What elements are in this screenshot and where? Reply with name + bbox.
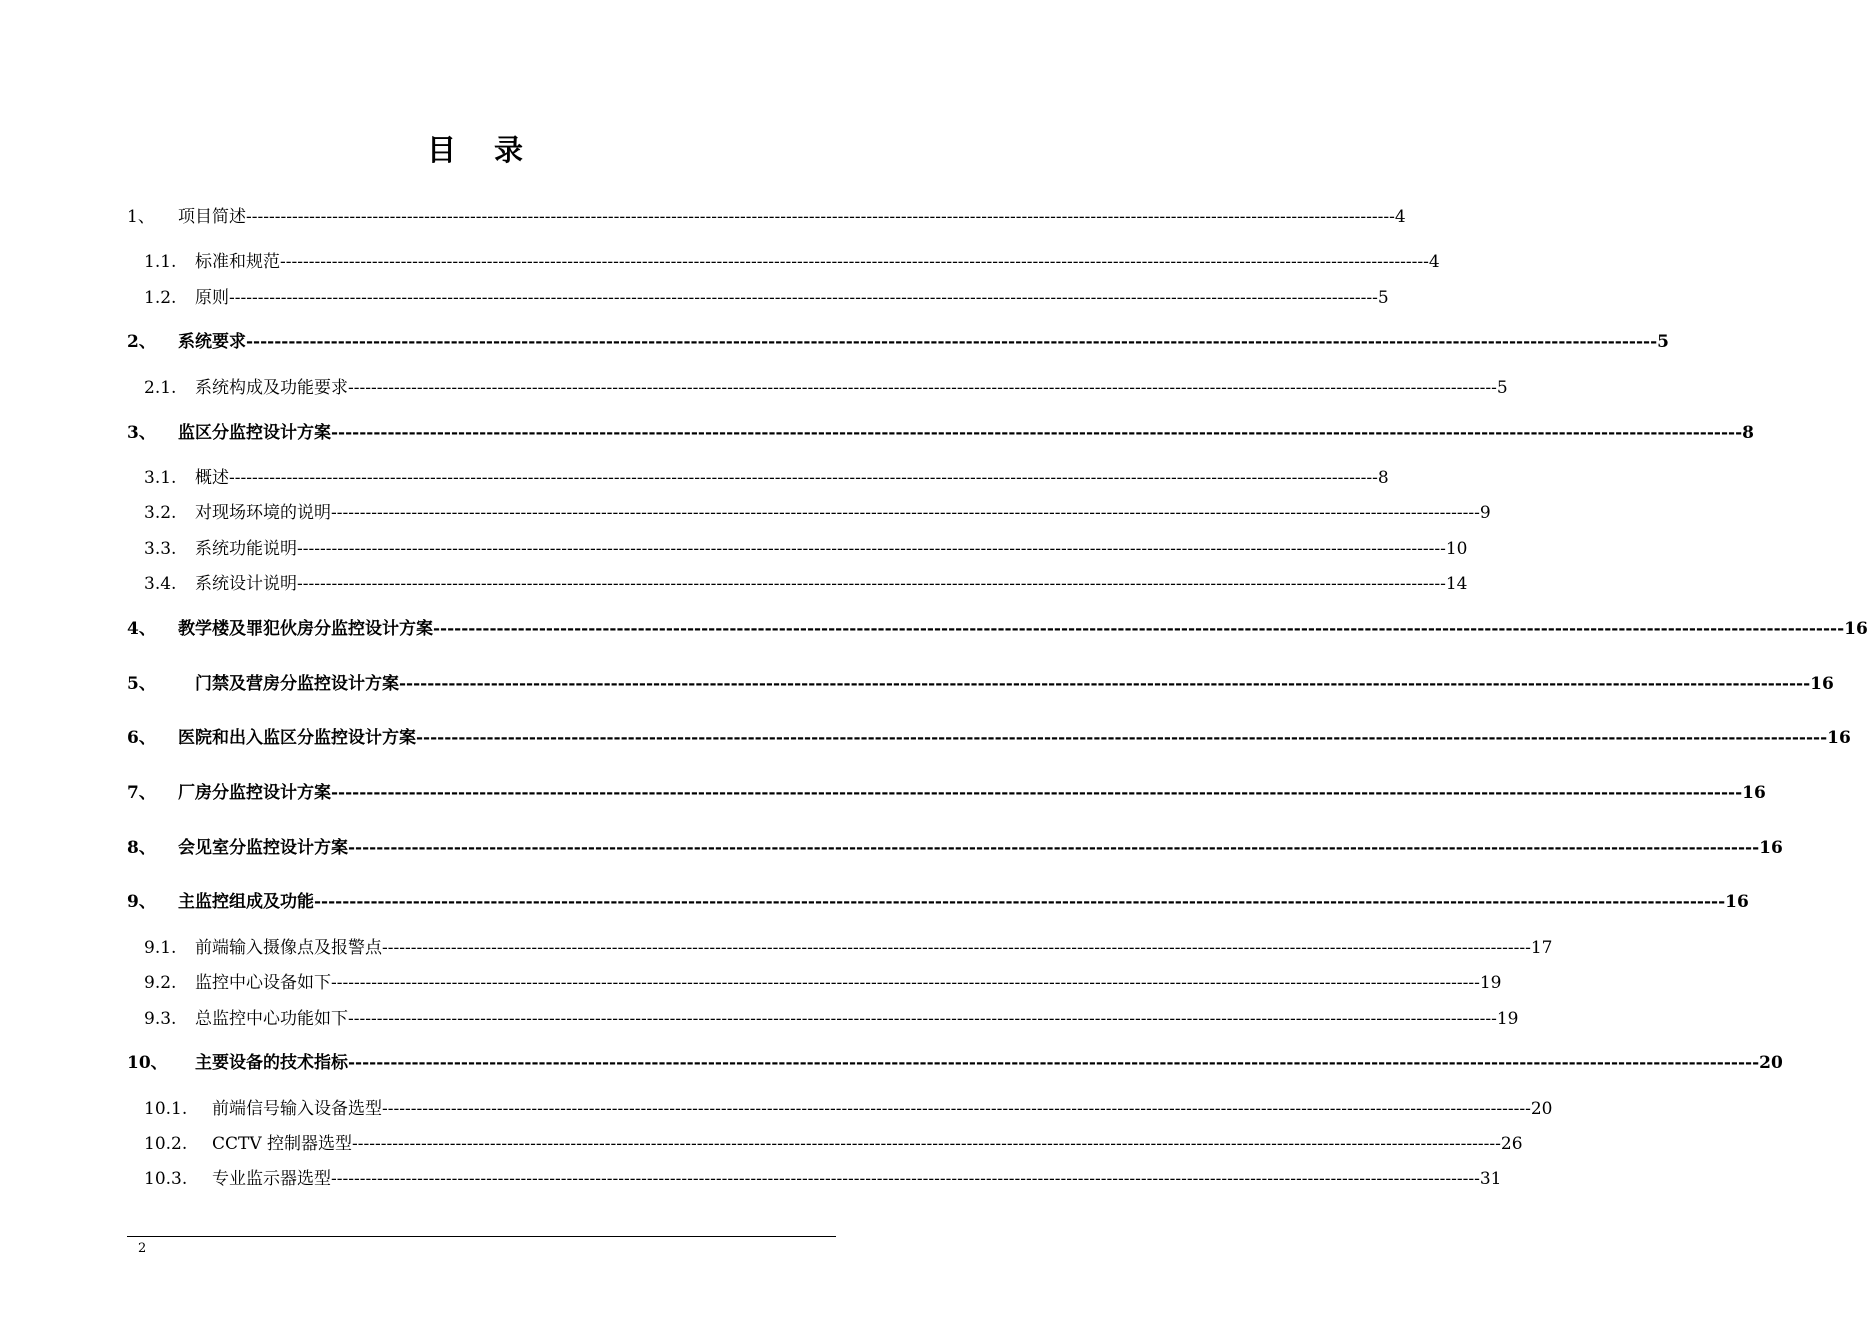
toc-leader: -------------------------------------------------------------------------------------------------------------------------------------------------------------------------------------------------------- xyxy=(280,252,1429,272)
toc-entry[interactable] xyxy=(127,723,1851,748)
toc-entry-page: 19 xyxy=(1479,973,1502,993)
toc-entry[interactable] xyxy=(144,1164,1502,1189)
toc-entry[interactable] xyxy=(144,463,1389,488)
toc-leader: -------------------------------------------------------------------------------------------------------------------------------------------------------------------------------------------------------- xyxy=(331,423,1743,443)
toc-entry-title: 概述 xyxy=(195,468,229,488)
toc-entry[interactable] xyxy=(127,833,1783,858)
toc-leader: -------------------------------------------------------------------------------------------------------------------------------------------------------------------------------------------------------- xyxy=(416,728,1828,748)
toc-entry-number: 3.4. xyxy=(144,574,177,594)
toc-entry-number: 9.1. xyxy=(144,938,177,958)
toc-entry-title: 厂房分监控设计方案 xyxy=(178,783,331,803)
toc-entry-number: 9.3. xyxy=(144,1009,177,1029)
toc-entry-page: 4 xyxy=(1394,207,1406,227)
toc-entry-page: 5 xyxy=(1377,288,1389,308)
toc-entry-number: 9、 xyxy=(127,892,156,912)
toc-entry[interactable] xyxy=(144,1094,1553,1119)
toc-entry-page: 16 xyxy=(1827,728,1851,748)
toc-entry[interactable] xyxy=(127,327,1669,352)
toc-leader: -------------------------------------------------------------------------------------------------------------------------------------------------------------------------------------------------------- xyxy=(246,332,1658,352)
toc-entry-page: 9 xyxy=(1479,503,1491,523)
toc-entry-title: 医院和出入监区分监控设计方案 xyxy=(178,728,416,748)
toc-entry-page: 5 xyxy=(1657,332,1669,352)
toc-entry[interactable] xyxy=(144,534,1468,559)
toc-entry-title: 门禁及营房分监控设计方案 xyxy=(195,674,399,694)
toc-entry-number: 9.2. xyxy=(144,973,177,993)
toc-entry[interactable] xyxy=(127,614,1868,639)
toc-leader: -------------------------------------------------------------------------------------------------------------------------------------------------------------------------------------------------------- xyxy=(348,1009,1497,1029)
toc-entry-page: 14 xyxy=(1445,574,1468,594)
toc-entry-page: 4 xyxy=(1428,252,1440,272)
toc-entry[interactable] xyxy=(127,202,1406,227)
toc-leader: -------------------------------------------------------------------------------------------------------------------------------------------------------------------------------------------------------- xyxy=(331,1169,1480,1189)
toc-leader: -------------------------------------------------------------------------------------------------------------------------------------------------------------------------------------------------------- xyxy=(331,503,1480,523)
toc-entry-title: 监区分监控设计方案 xyxy=(178,423,331,443)
toc-leader: -------------------------------------------------------------------------------------------------------------------------------------------------------------------------------------------------------- xyxy=(352,1134,1501,1154)
toc-leader: -------------------------------------------------------------------------------------------------------------------------------------------------------------------------------------------------------- xyxy=(382,1099,1531,1119)
toc-entry-number: 3、 xyxy=(127,423,156,443)
toc-leader: -------------------------------------------------------------------------------------------------------------------------------------------------------------------------------------------------------- xyxy=(229,468,1378,488)
toc-entry-number: 10.3. xyxy=(144,1169,188,1189)
toc-entry[interactable] xyxy=(144,373,1508,398)
toc-entry-page: 16 xyxy=(1759,838,1783,858)
toc-entry-title: 系统设计说明 xyxy=(195,574,297,594)
toc-entry-page: 8 xyxy=(1742,423,1754,443)
toc-entry-number: 10.1. xyxy=(144,1099,188,1119)
toc-entry[interactable] xyxy=(144,498,1491,523)
toc-entry-title: 前端输入摄像点及报警点 xyxy=(195,938,382,958)
toc-entry[interactable] xyxy=(144,283,1389,308)
toc-entry-number: 2.1. xyxy=(144,378,177,398)
toc-entry-page: 10 xyxy=(1445,539,1468,559)
toc-entry[interactable] xyxy=(127,1048,1783,1073)
toc-entry-number: 5、 xyxy=(127,674,156,694)
toc-title: 目 录 xyxy=(426,133,538,167)
toc-leader: -------------------------------------------------------------------------------------------------------------------------------------------------------------------------------------------------------- xyxy=(382,938,1531,958)
toc-entry-title: 原则 xyxy=(195,288,229,308)
toc-leader: -------------------------------------------------------------------------------------------------------------------------------------------------------------------------------------------------------- xyxy=(297,539,1446,559)
toc-entry-title: 专业监示器选型 xyxy=(212,1169,331,1189)
footer-divider xyxy=(127,1236,836,1237)
toc-entry-number: 3.2. xyxy=(144,503,177,523)
toc-entry-title: 对现场环境的说明 xyxy=(195,503,331,523)
toc-entry-title: 主监控组成及功能 xyxy=(178,892,314,912)
toc-entry-title: 会见室分监控设计方案 xyxy=(178,838,348,858)
toc-entry[interactable] xyxy=(127,778,1766,803)
toc-entry[interactable] xyxy=(144,1129,1523,1154)
toc-entry-title: CCTV 控制器选型 xyxy=(212,1134,353,1154)
toc-entry-title: 项目简述 xyxy=(178,207,246,227)
toc-entry-page: 26 xyxy=(1500,1134,1523,1154)
toc-entry[interactable] xyxy=(144,968,1502,993)
toc-entry-title: 教学楼及罪犯伙房分监控设计方案 xyxy=(178,619,433,639)
toc-entry[interactable] xyxy=(144,1004,1519,1029)
toc-entry-title: 监控中心设备如下 xyxy=(195,973,331,993)
toc-leader: -------------------------------------------------------------------------------------------------------------------------------------------------------------------------------------------------------- xyxy=(314,892,1726,912)
toc-entry[interactable] xyxy=(144,247,1440,272)
toc-entry-number: 7、 xyxy=(127,783,156,803)
toc-leader: -------------------------------------------------------------------------------------------------------------------------------------------------------------------------------------------------------- xyxy=(229,288,1378,308)
toc-entry-title: 总监控中心功能如下 xyxy=(195,1009,348,1029)
toc-entry-title: 标准和规范 xyxy=(195,252,280,272)
toc-entry-title: 系统要求 xyxy=(178,332,246,352)
toc-entry-page: 20 xyxy=(1530,1099,1553,1119)
toc-entry[interactable] xyxy=(144,569,1468,594)
toc-entry-number: 1.2. xyxy=(144,288,177,308)
toc-entry-number: 6、 xyxy=(127,728,156,748)
toc-leader: -------------------------------------------------------------------------------------------------------------------------------------------------------------------------------------------------------- xyxy=(348,1053,1760,1073)
toc-entry-page: 19 xyxy=(1496,1009,1519,1029)
toc-entry-page: 17 xyxy=(1530,938,1553,958)
toc-entry-number: 1.1. xyxy=(144,252,177,272)
toc-entry[interactable] xyxy=(127,669,1834,694)
toc-entry[interactable] xyxy=(127,887,1749,912)
toc-leader: -------------------------------------------------------------------------------------------------------------------------------------------------------------------------------------------------------- xyxy=(331,973,1480,993)
toc-entry-page: 16 xyxy=(1810,674,1834,694)
toc-entry-number: 8、 xyxy=(127,838,156,858)
toc-entry-number: 4、 xyxy=(127,619,156,639)
toc-entry-number: 2、 xyxy=(127,332,156,352)
toc-entry-title: 前端信号输入设备选型 xyxy=(212,1099,382,1119)
toc-leader: -------------------------------------------------------------------------------------------------------------------------------------------------------------------------------------------------------- xyxy=(348,378,1497,398)
toc-entry-page: 16 xyxy=(1844,619,1868,639)
toc-entry-title: 系统构成及功能要求 xyxy=(195,378,348,398)
toc-entry[interactable] xyxy=(127,418,1754,443)
toc-leader: -------------------------------------------------------------------------------------------------------------------------------------------------------------------------------------------------------- xyxy=(348,838,1760,858)
toc-leader: -------------------------------------------------------------------------------------------------------------------------------------------------------------------------------------------------------- xyxy=(433,619,1845,639)
toc-entry-page: 20 xyxy=(1759,1053,1783,1073)
toc-entry-number: 3.3. xyxy=(144,539,177,559)
toc-leader: -------------------------------------------------------------------------------------------------------------------------------------------------------------------------------------------------------- xyxy=(399,674,1811,694)
toc-entry-number: 10、 xyxy=(127,1053,168,1073)
toc-entry-page: 16 xyxy=(1725,892,1749,912)
toc-entry[interactable] xyxy=(144,933,1553,958)
toc-leader: -------------------------------------------------------------------------------------------------------------------------------------------------------------------------------------------------------- xyxy=(246,207,1395,227)
page-number: 2 xyxy=(138,1241,147,1256)
toc-entry-number: 1、 xyxy=(127,207,155,227)
toc-entry-number: 3.1. xyxy=(144,468,177,488)
toc-entry-title: 主要设备的技术指标 xyxy=(195,1053,348,1073)
toc-entry-page: 8 xyxy=(1377,468,1389,488)
toc-entry-page: 16 xyxy=(1742,783,1766,803)
toc-leader: -------------------------------------------------------------------------------------------------------------------------------------------------------------------------------------------------------- xyxy=(297,574,1446,594)
toc-entry-title: 系统功能说明 xyxy=(195,539,297,559)
toc-entry-page: 31 xyxy=(1479,1169,1502,1189)
toc-leader: -------------------------------------------------------------------------------------------------------------------------------------------------------------------------------------------------------- xyxy=(331,783,1743,803)
toc-entry-page: 5 xyxy=(1496,378,1508,398)
toc-entry-number: 10.2. xyxy=(144,1134,188,1154)
